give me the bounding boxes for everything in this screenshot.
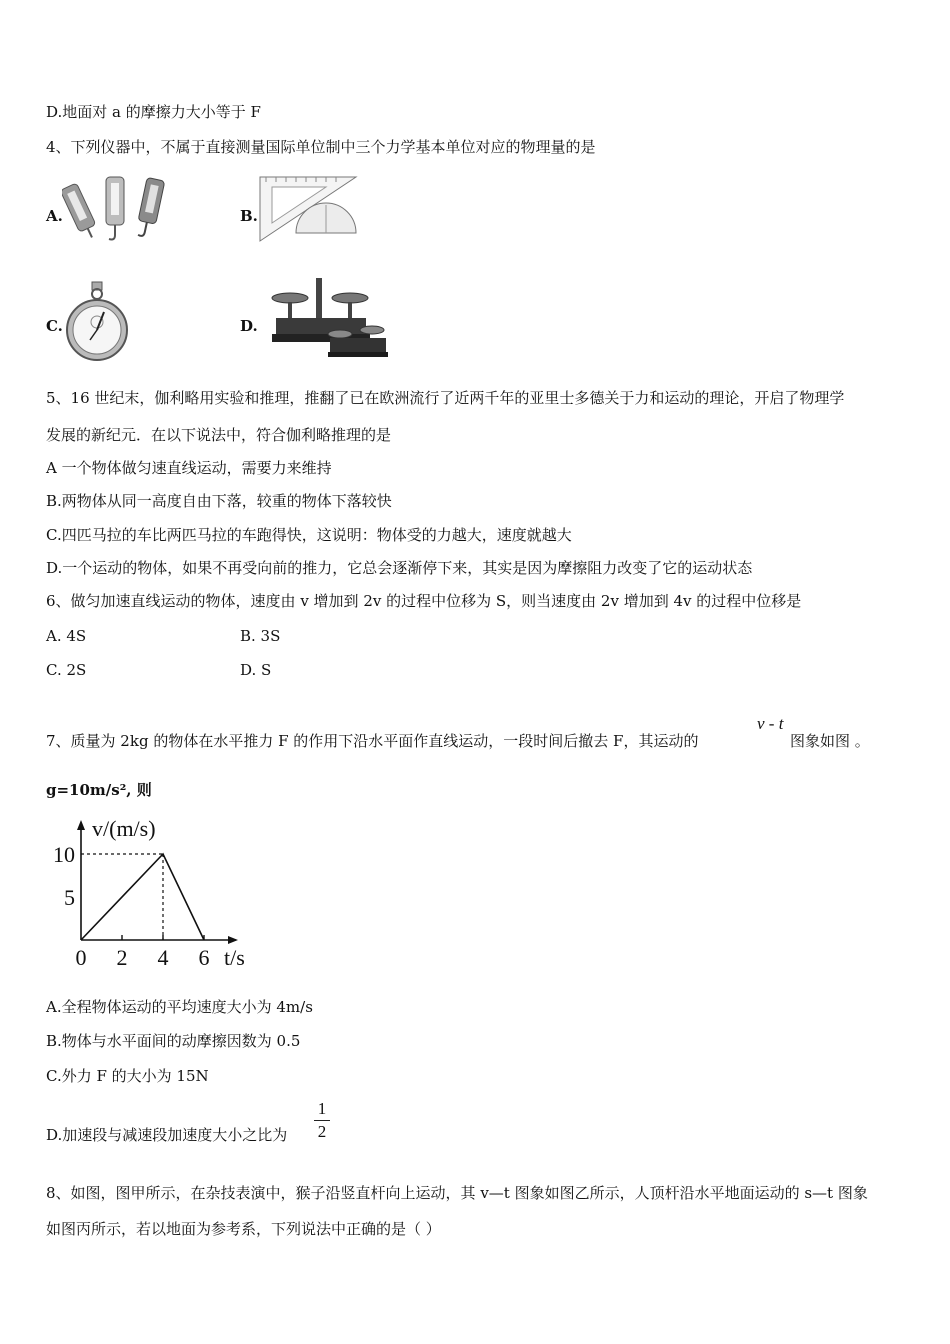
q6-option-b: B. 3S [240,627,281,645]
x-axis-label: t/s [224,945,245,970]
q3-option-d: D.地面对 a 的摩擦力大小等于 F [46,103,261,121]
q5-option-b: B.两物体从同一高度自由下落，较重的物体下落较快 [46,492,392,510]
q5-stem-line2: 发展的新纪元．在以下说法中，符合伽利略推理的是 [46,426,392,444]
y-axis-label: v/(m/s) [92,816,156,841]
q7-g-line: g=10m/s², 则 [46,781,152,799]
stopwatch-icon [64,280,130,366]
x-tick-label: 6 [198,945,210,970]
ruler-and-protractor-icon [256,171,364,247]
q6-option-c: C. 2S [46,661,87,679]
fraction-denominator: 2 [317,1122,327,1141]
balance-scales-icon [268,276,388,360]
spring-scales-icon [62,173,172,245]
q7-option-d: D.加速段与减速段加速度大小之比为 [46,1126,288,1144]
q7-option-b: B.物体与水平面间的动摩擦因数为 0.5 [46,1032,301,1050]
q4-label-c: C. [46,317,63,335]
q4-label-a: A. [46,207,63,225]
y-tick-label: 5 [64,885,75,910]
y-axis-arrow [77,820,85,830]
q7-vt-label: v - t [757,714,784,733]
q6-option-a: A. 4S [46,627,87,645]
q8-stem-line1: 8、如图，图甲所示，在杂技表演中，猴子沿竖直杆向上运动，其 v—t 图象如图乙所示，人顶杆沿水平地面运动的 s—t 图象 [46,1184,868,1202]
x-tick-label: 2 [116,945,128,970]
q6-stem: 6、做匀加速直线运动的物体，速度由 v 增加到 2v 的过程中位移为 S，则当速度由 2v 增加到 4v 的过程中位移是 [46,592,802,610]
q8-stem-line2: 如图丙所示，若以地面为参考系，下列说法中正确的是（ ） [46,1220,441,1238]
fraction-numerator: 1 [317,1099,327,1118]
q7-stem: 7、质量为 2kg 的物体在水平推力 F 的作用下沿水平面作直线运动，一段时间后撤去 F，其运动的 [46,732,699,750]
y-tick-label: 10 [53,842,75,867]
q5-option-a: A 一个物体做匀速直线运动，需要力来维持 [46,459,332,477]
fraction-bar [314,1120,330,1121]
vt-chart [40,812,270,976]
q6-option-d: D. S [240,661,272,679]
x-tick-label: 0 [75,945,87,970]
series-line [81,854,204,940]
q4-label-b: B. [240,207,258,225]
q5-stem-line1: 5、16 世纪末，伽利略用实验和推理，推翻了已在欧洲流行了近两千年的亚里士多德关于力和运动的理论，开启了物理学 [46,389,845,407]
x-tick-label: 4 [157,945,169,970]
q5-option-c: C.四匹马拉的车比两匹马拉的车跑得快，这说明：物体受的力越大，速度就越大 [46,526,572,544]
q5-option-d: D.一个运动的物体，如果不再受向前的推力，它总会逐渐停下来，其实是因为摩擦阻力改变了它的运动状态 [46,559,753,577]
x-axis-arrow [228,936,238,944]
q7-option-c: C.外力 F 的大小为 15N [46,1067,209,1085]
q4-stem: 4、下列仪器中，不属于直接测量国际单位制中三个力学基本单位对应的物理量的是 [46,138,596,156]
q7-option-a: A.全程物体运动的平均速度大小为 4m/s [46,998,313,1016]
q4-label-d: D. [240,317,258,335]
q7-fraction [314,1099,330,1142]
q7-stem-tail: 图象如图 。 [790,732,870,750]
